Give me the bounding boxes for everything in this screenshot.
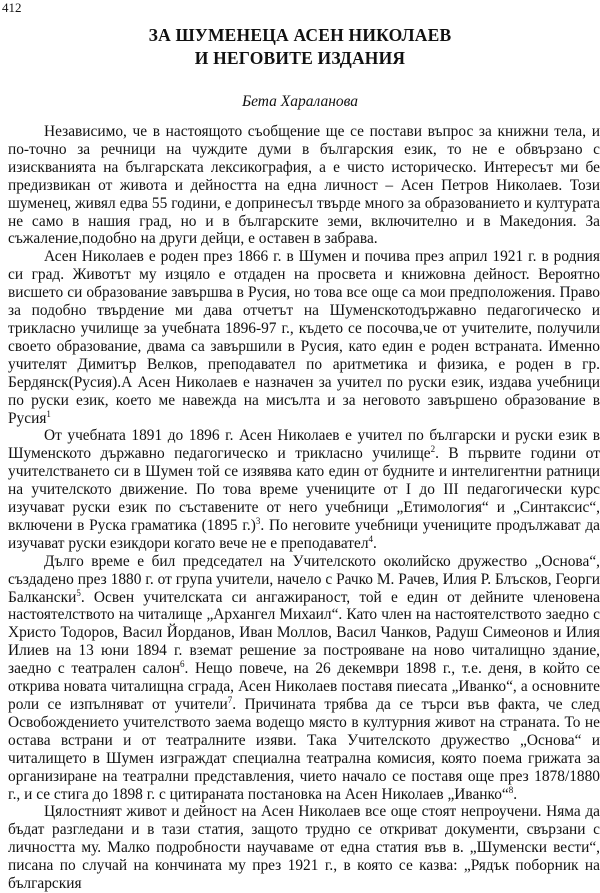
- paragraph-text: . По неговите учебници учениците продължават да изучават руски езикдори когато вече не е преподавател: [8, 516, 600, 552]
- footnote-ref[interactable]: 1: [46, 408, 51, 419]
- author-name: Бета Хараланова: [241, 93, 359, 110]
- paragraph-text: Дълго време е бил председател на Учителското околийско дружество „Основа“, създадено през 1880 г. от група учители, начело с Рачко М. Рачев, Илия Р. Блъсков, Георги Балкански: [8, 552, 600, 606]
- paragraph-5: [8, 803, 600, 893]
- footnote-ref[interactable]: 2: [430, 444, 436, 455]
- paragraph-text: . Освен учителската си ангажираност, той е един от дейните членовена настоятелството на читалище „Архангел Михаил“. Като член на настоятелството заедно с Христо Тодоров, Васил Йорданов, Иван Моллов, Васил Чанков, Радуш Симеонов и Илия Илиев на 13 юни 1894 г. вземат решение за построяване на ново читалищно здание, заедно с театрален салон: [8, 588, 600, 678]
- article-body: [8, 123, 600, 893]
- paragraph-text: Независимо, че в настоящото съобщение ще се постави въпрос за книжни тела, и по-точно за речници на чуждите думи в българския език, то не е обвързано с изискванията на българската лексикография, а е чисто историческо. Интересът ми бе предизвикан от живота и дейността на една личност – Асен Петров Николаев. Този шуменец, живял едва 55 години, е допринесъл твърде много за образованието и културата не само в нашия град, но и в българските земи, включително и в Македония. За съжаление,подобно на други дейци, е оставен в забрава.: [8, 123, 600, 248]
- paragraph-text: . В първите години от учителстването си в Шумен той се изявява като един от будните и интелигентни ратници на учителското движение. По това време учениците от I до III педагогически курс изучават руски език по съставените от него учебници „Етимология“ и „Синтаксис“, включени в Руска граматика (1895 г.): [8, 445, 600, 534]
- paragraph-text: .: [513, 785, 518, 803]
- article-title: [0, 24, 600, 70]
- paragraph-text: Цялостният живот и дейност на Асен Николаев все още стоят непроучени. Няма да бъдат разгледани и в тази статия, защото трудно се откриват документи, свързани с личността му. Малко подробности научаваме от една статия във в. „Шуменски вести“, писана по случай на кончината му през 1921 г., в която се казва: „Рядък поборник на българския: [8, 803, 600, 893]
- footnote-ref[interactable]: 6: [180, 659, 185, 670]
- paragraph-3: [8, 427, 600, 552]
- paragraph-2: [8, 248, 600, 427]
- paragraph-text: От учебната 1891 до 1896 г. Асен Николаев е учител по български и руски език в Шуменското държавно педагогическо и трикласно училище: [8, 427, 600, 463]
- article-title-line-1: ЗА ШУМЕНЕЦА АСЕН НИКОЛАЕВ: [148, 25, 452, 45]
- footnote-ref[interactable]: 3: [255, 515, 261, 526]
- footnote-ref[interactable]: 5: [76, 587, 81, 598]
- footnote-ref[interactable]: 7: [227, 694, 233, 705]
- paragraph-text: . Причината трябва да се търси във факта, че след Освобождението учителството заема водещо място в културния живот на страната. То не остава встрани и от театралните изяви. Така Учителското дружество „Основа“ и читалището в Шумен изграждат специална театрална комисия, която поема грижата за организиране на театрални представления, чието начало се поставя още през 1878/1880 г., и се стига до 1898 г. с цитираната постановка на Асен Николаев „Иванко“: [8, 696, 600, 803]
- paragraph-text: Асен Николаев е роден през 1866 г. в Шумен и почива през април 1921 г. в родния си град. Животът му изцяло е отдаден на просвета и книжовна дейност. Вероятно висшето си образование завършва в Русия, но това все още са мои предположения. Право за подобно твърдение ми дава отчетът на Шуменскотодържавно педагогическо и трикласно училище за учебната 1896-97 г., където се посочва,че от учителите, получили своето образование, двама са завършили в Русия, като един е роден встраната. Именно учителят Димитър Велков, преподавател по аритметика и физика, е роден в гр. Бердянск(Русия).А Асен Николаев е назначен за учител по руски език, издава учебници по руски език, което ме навежда на мисълта и за неговото завършено образование в Русия: [8, 248, 600, 427]
- footnote-ref[interactable]: 8: [508, 784, 514, 795]
- paragraph-4: [8, 553, 600, 804]
- article-title-line-2: И НЕГОВИТЕ ИЗДАНИЯ: [194, 48, 406, 68]
- paragraph-1: [8, 123, 600, 248]
- paragraph-text: . Нещо повече, на 26 декември 1898 г., т.е. деня, в който се открива новата читалищна сграда, Асен Николаев поставя пиесата „Иванко“, а основните роли се изпълняват от учители: [8, 660, 600, 713]
- page-number: 412: [2, 0, 22, 15]
- footnote-ref[interactable]: 4: [368, 533, 374, 544]
- paragraph-text: .: [373, 534, 377, 552]
